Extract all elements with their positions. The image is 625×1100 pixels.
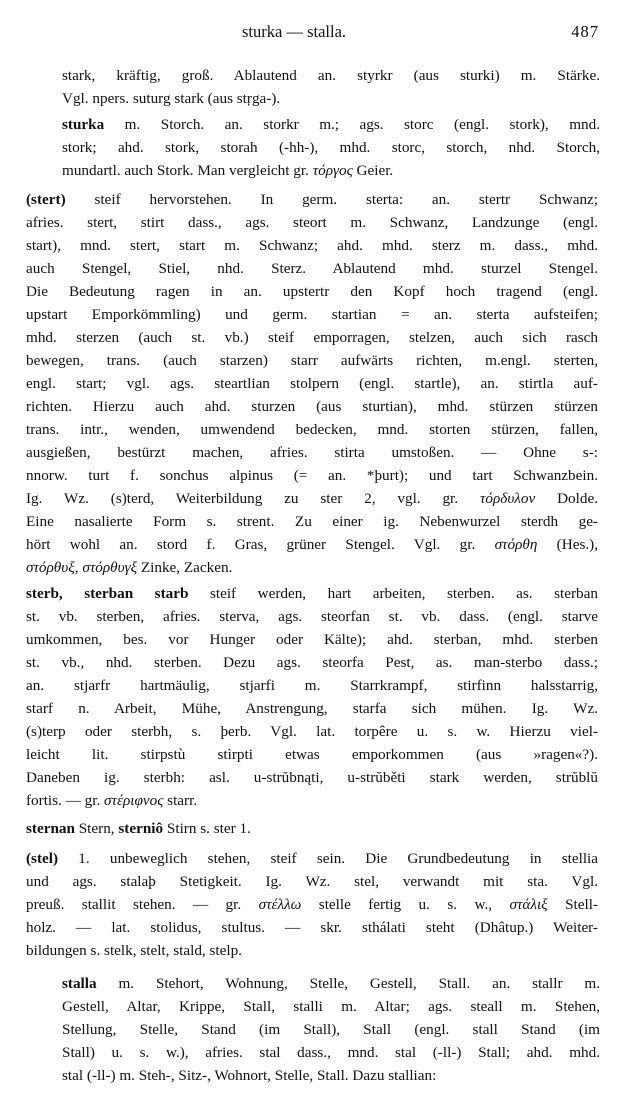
entry-line: upstart Emporkömmling) und germ. startian = an. sterta aufsteifen; bbox=[26, 306, 598, 323]
running-head: sturka — stalla. bbox=[242, 22, 347, 41]
entry-line: (stert) steif hervorstehen. In germ. sterta: an. stertr Schwanz; bbox=[26, 191, 598, 208]
entry-line: engl. start; vgl. ags. steartlian stolpern (engl. startle), an. stirtla auf- bbox=[26, 375, 598, 392]
entry-line: leicht lit. stirpstù stìrpti etwas emporkommen (aus »ragen«?). bbox=[26, 746, 598, 763]
entry-line: an. stjarfr hartmäulig, stjarfi m. Starrkrampf, stirfinn halsstarrig, bbox=[26, 677, 598, 694]
entry-line: bildungen s. stelk, stelt, stald, stelp. bbox=[26, 942, 242, 959]
entry-line: holz. — lat. stolidus, stultus. — skr. sthálati steht (Dhâtup.) Weiter- bbox=[26, 919, 598, 936]
entry-line: stalla m. Stehort, Wohnung, Stelle, Gestell, Stall. an. stallr m. bbox=[62, 975, 600, 992]
dictionary-entry bbox=[26, 188, 598, 579]
entry-line: stal (-ll-) m. Steh-, Sitz-, Wohnort, Stelle, Stall. Dazu stallian: bbox=[62, 1067, 437, 1084]
entry-line: st. vb., nhd. sterben. Dezu ags. steorfa Pest, as. man-sterbo dass.; bbox=[26, 654, 598, 671]
dictionary-body bbox=[0, 64, 625, 1087]
entry-line: umkommen, bes. vor Hunger oder Kälte); ahd. sterban, mhd. sterben bbox=[26, 631, 598, 648]
entry-line: sternan Stern, sterniô Stirn s. ster 1. bbox=[26, 820, 251, 837]
greek-word: στόρθυξ bbox=[26, 559, 75, 576]
entry-headword: sterb, sterban starb bbox=[26, 585, 189, 602]
entry-line: hört wohl an. stord f. Gras, grüner Stengel. Vgl. gr. στόρθη (Hes.), bbox=[26, 536, 599, 553]
entry-line: (s)terp oder sterbh, s. þerb. Vgl. lat. torpêre u. s. w. Hierzu viel- bbox=[26, 723, 598, 740]
entry-line: trans. intr., wenden, umwendend bedecken, mnd. storten stürzen, fallen, bbox=[26, 421, 598, 438]
entry-line: preuß. stallit stehen. — gr. στέλλω stelle fertig u. s. w., στάλιξ Stell- bbox=[26, 896, 598, 913]
entry-headword: (stert) bbox=[26, 191, 66, 208]
entry-line: stark, kräftig, groß. Ablautend an. styrkr (aus sturki) m. Stärke. bbox=[62, 67, 600, 84]
entry-line: nnorw. turt f. sonchus alpinus (= an. *þurt); und tart Schwanzbein. bbox=[26, 467, 598, 484]
entry-line: sturka m. Storch. an. storkr m.; ags. storc (engl. stork), mnd. bbox=[62, 116, 600, 133]
entry-headword: stalla bbox=[62, 975, 97, 992]
greek-word: στέλλω bbox=[258, 896, 302, 913]
entry-headword: sterniô bbox=[118, 820, 164, 837]
entry-line: Eine nasalierte Form s. strent. Zu einer ig. Nebenwurzel sterdh ge- bbox=[26, 513, 598, 530]
entry-line: Die Bedeutung ragen in an. upstertr den Kopf hoch tragend (engl. bbox=[26, 283, 598, 300]
entry-line: mhd. sterzen (auch st. vb.) steif emporragen, stelzen, auch sich rasch bbox=[26, 329, 598, 346]
entry-line: sterb, sterban starb steif werden, hart arbeiten, sterben. as. sterban bbox=[26, 585, 598, 602]
greek-word: τόρδυλον bbox=[479, 490, 536, 507]
entry-line: στόρθυξ, στόρθυγξ Zinke, Zacken. bbox=[26, 559, 233, 576]
entry-line: Daneben ig. sterbh: asl. u-strŭbnąti, u-strŭběti stark werden, strŭblŭ bbox=[26, 769, 598, 786]
entry-line: start), mnd. stert, start m. Schwanz; ahd. mhd. sterz m. dass., mhd. bbox=[26, 237, 598, 254]
greek-word: στόρθυγξ bbox=[82, 559, 138, 576]
entry-line: Stall) u. s. w.), afries. stal dass., mnd. stal (-ll-) Stall; ahd. mhd. bbox=[62, 1044, 600, 1061]
entry-line: richten. Hierzu auch ahd. sturzen (aus sturtian), mhd. stürzen stürzen bbox=[26, 398, 598, 415]
entry-headword: sturka bbox=[62, 116, 105, 133]
page-number: 487 bbox=[571, 22, 599, 41]
dictionary-entry bbox=[26, 817, 598, 840]
dictionary-entry bbox=[62, 113, 600, 182]
greek-word: στόρθη bbox=[494, 536, 538, 553]
entry-line: stork; ahd. stork, storah (-hh-), mhd. storc, storch, nhd. Storch, bbox=[62, 139, 600, 156]
entry-line: st. vb. sterben, afries. sterva, ags. steorfan st. vb. dass. (engl. starve bbox=[26, 608, 598, 625]
entry-headword: (stel) bbox=[26, 850, 59, 867]
entry-line: bewegen, trans. (auch starzen) starr aufwärts richten, m.engl. sterten, bbox=[26, 352, 598, 369]
entry-line: Vgl. npers. suturg stark (aus stŗga-). bbox=[62, 90, 281, 107]
entry-line: ausgießen, bestürzt machen, afries. stirta umstoßen. — Ohne s-: bbox=[26, 444, 598, 461]
dictionary-entry bbox=[62, 64, 600, 110]
entry-line: auch Stengel, Stiel, nhd. Sterz. Ablautend mhd. sturzel Stengel. bbox=[26, 260, 598, 277]
greek-word: τόργος bbox=[312, 162, 353, 179]
greek-word: στάλιξ bbox=[509, 896, 548, 913]
entry-headword: sternan bbox=[26, 820, 75, 837]
dictionary-entry bbox=[62, 972, 600, 1087]
entry-line: Gestell, Altar, Krippe, Stall, stalli m. Altar; ags. steall m. Stehen, bbox=[62, 998, 600, 1015]
entry-line: Stellung, Stelle, Stand (im Stall), Stall (engl. stall Stand (im bbox=[62, 1021, 600, 1038]
dictionary-entry bbox=[26, 582, 598, 812]
entry-line: mundartl. auch Stork. Man vergleicht gr. τόργος Geier. bbox=[62, 162, 394, 179]
entry-line: starf n. Arbeit, Mühe, Anstrengung, starfa sich mühen. Ig. Wz. bbox=[26, 700, 598, 717]
entry-line: fortis. — gr. στέριφνος starr. bbox=[26, 792, 198, 809]
entry-line: (stel) 1. unbeweglich stehen, steif sein. Die Grundbedeutung in stellia bbox=[26, 850, 598, 867]
entry-line: afries. stert, stirt dass., ags. steort m. Schwanz, Landzunge (engl. bbox=[26, 214, 598, 231]
dictionary-entry bbox=[26, 847, 598, 962]
greek-word: στέριφνος bbox=[104, 792, 164, 809]
entry-line: und ags. stalaþ Stetigkeit. Ig. Wz. stel, verwandt mit sta. Vgl. bbox=[26, 873, 598, 890]
entry-line: Ig. Wz. (s)terd, Weiterbildung zu ster 2, vgl. gr. τόρδυλον Dolde. bbox=[26, 490, 598, 507]
